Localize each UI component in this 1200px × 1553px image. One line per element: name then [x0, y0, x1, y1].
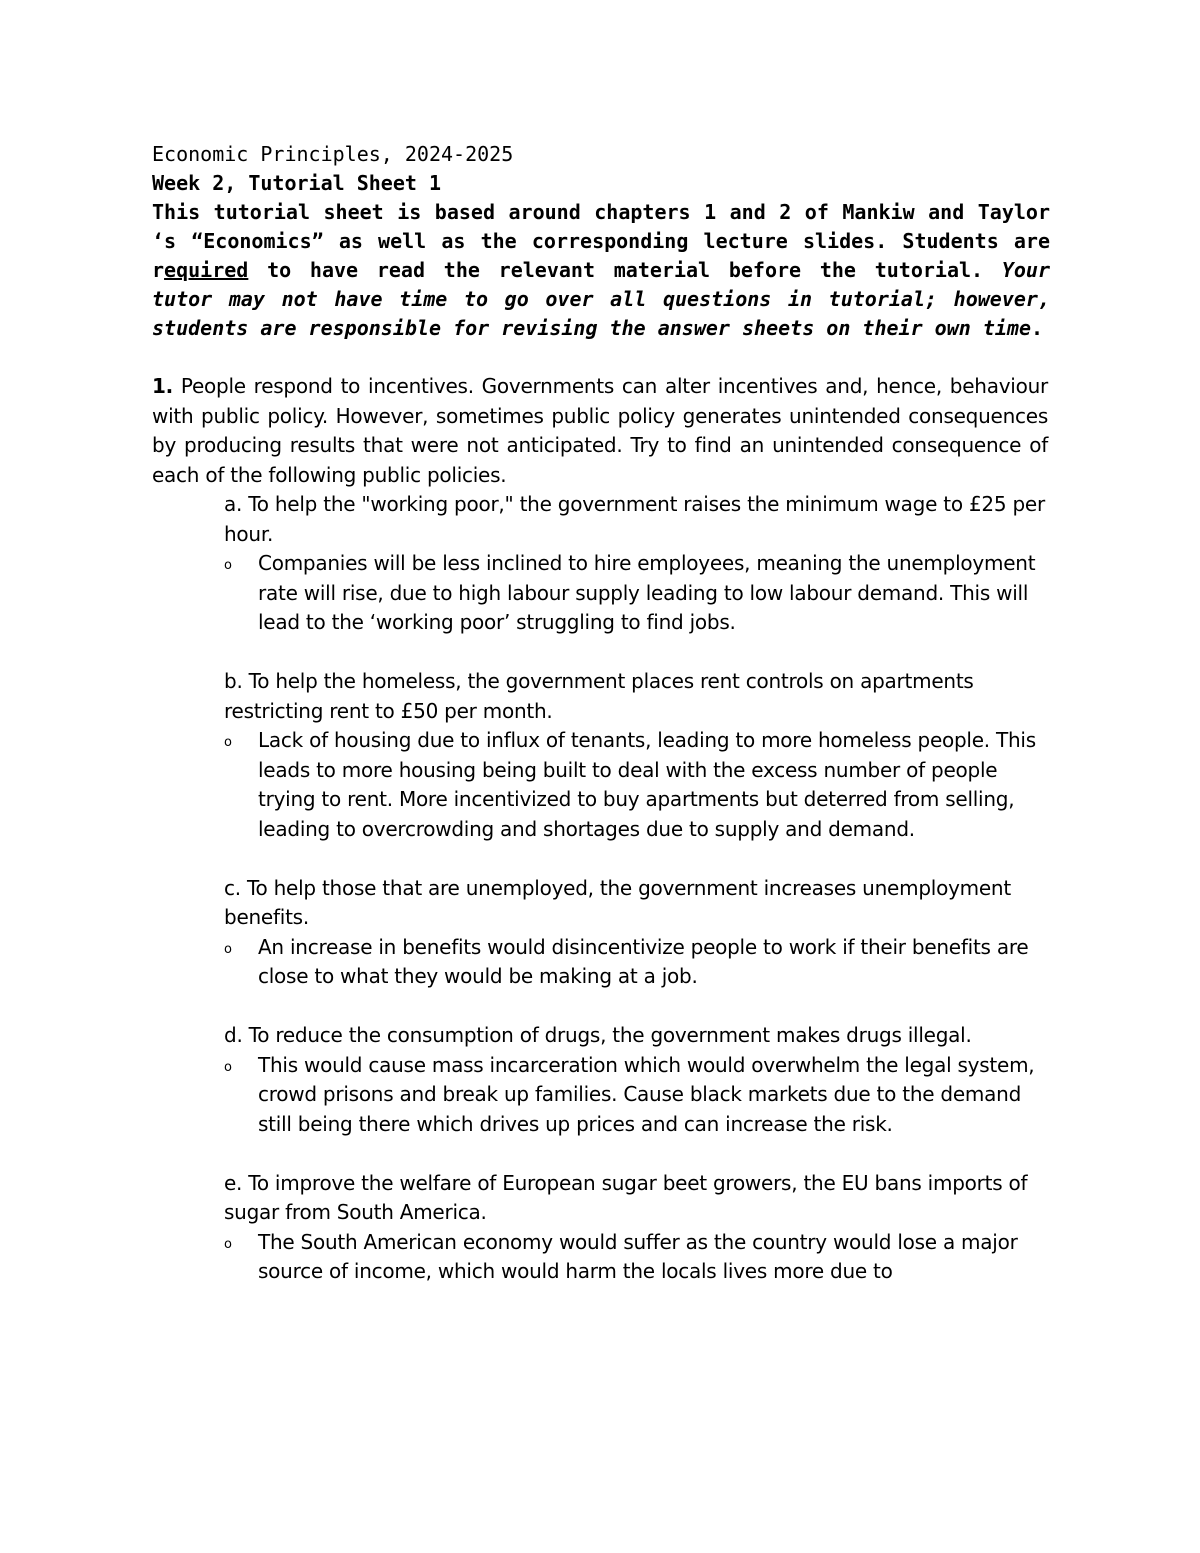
answer-text: An increase in benefits would disincentivize people to work if their benefits are close to what they would be making at a job.	[258, 934, 1029, 988]
intro-paragraph	[152, 198, 1050, 343]
part-c-question: c. To help those that are unemployed, the government increases unemployment benefits.	[224, 875, 1011, 929]
part-e-question: e. To improve the welfare of European sugar beet growers, the EU bans imports of sugar from South America.	[224, 1170, 1028, 1224]
part-c-answer	[224, 933, 1054, 992]
spacer	[152, 343, 1052, 372]
part-b-answer	[224, 726, 1054, 844]
intro-end: .	[1031, 316, 1044, 340]
bullet-icon: o	[224, 1059, 232, 1075]
intro-underlined: equired	[164, 258, 249, 282]
sub-questions	[224, 490, 1054, 1287]
spacer	[224, 1139, 1054, 1169]
bullet-icon: o	[224, 1236, 232, 1252]
bullet-icon: o	[224, 558, 232, 573]
document-page	[152, 140, 1052, 1287]
part-a-answer	[224, 549, 1054, 638]
bullet-icon: o	[224, 735, 232, 750]
answer-text: This would cause mass incarceration which would overwhelm the legal system, crowd prisons and break up families. Cause black markets due to the demand still being there which drives up prices and can increase the risk.	[258, 1052, 1035, 1136]
bullet-icon: o	[224, 941, 232, 957]
spacer	[224, 638, 1054, 668]
intro-text-1: This tutorial sheet is based around chapters 1 and 2 of Mankiw and Taylor ‘s “Economics” as well as the corresponding lecture slides. Students are r	[152, 200, 1050, 282]
part-e-answer	[224, 1228, 1054, 1287]
part-d-answer	[224, 1051, 1054, 1140]
intro-text-2: to have read the relevant material before the tutorial.	[248, 258, 1002, 282]
spacer	[224, 992, 1054, 1022]
course-title: Economic Principles, 2024-2025	[152, 142, 514, 166]
answer-text: Companies will be less inclined to hire employees, meaning the unemployment rate will rise, due to high labour supply leading to low labour demand. This will lead to the ‘working poor’ struggling to find jobs.	[258, 551, 1036, 634]
answer-text: The South American economy would suffer as the country would lose a major source of income, which would harm the locals lives more due to	[258, 1229, 1018, 1283]
spacer	[224, 844, 1054, 874]
question-1	[152, 372, 1048, 490]
question-text: People respond to incentives. Governments can alter incentives and, hence, behaviour with public policy. However, sometimes public policy generates unintended consequences by producing results that were not anticipated. Try to find an unintended consequence of each of the following public policies.	[152, 374, 1048, 487]
part-a-question: a. To help the "working poor," the government raises the minimum wage to £25 per hour.	[224, 492, 1045, 546]
answer-text: Lack of housing due to influx of tenants, leading to more homeless people. This leads to more housing being built to deal with the excess number of people trying to rent. More incentivized to buy apartments but deterred from selling, leading to overcrowding and shortages due to supply and demand.	[258, 728, 1036, 841]
intro-italic: Your tutor may not have time to go over all questions in tutorial; however, students are responsible for revising the answer sheets on their own time	[152, 258, 1050, 340]
sheet-title: Week 2, Tutorial Sheet 1	[152, 171, 441, 195]
question-number: 1.	[152, 374, 174, 398]
part-b-question: b. To help the homeless, the government places rent controls on apartments restricting rent to £50 per month.	[224, 669, 974, 723]
part-d-question: d. To reduce the consumption of drugs, the government makes drugs illegal.	[224, 1023, 972, 1047]
